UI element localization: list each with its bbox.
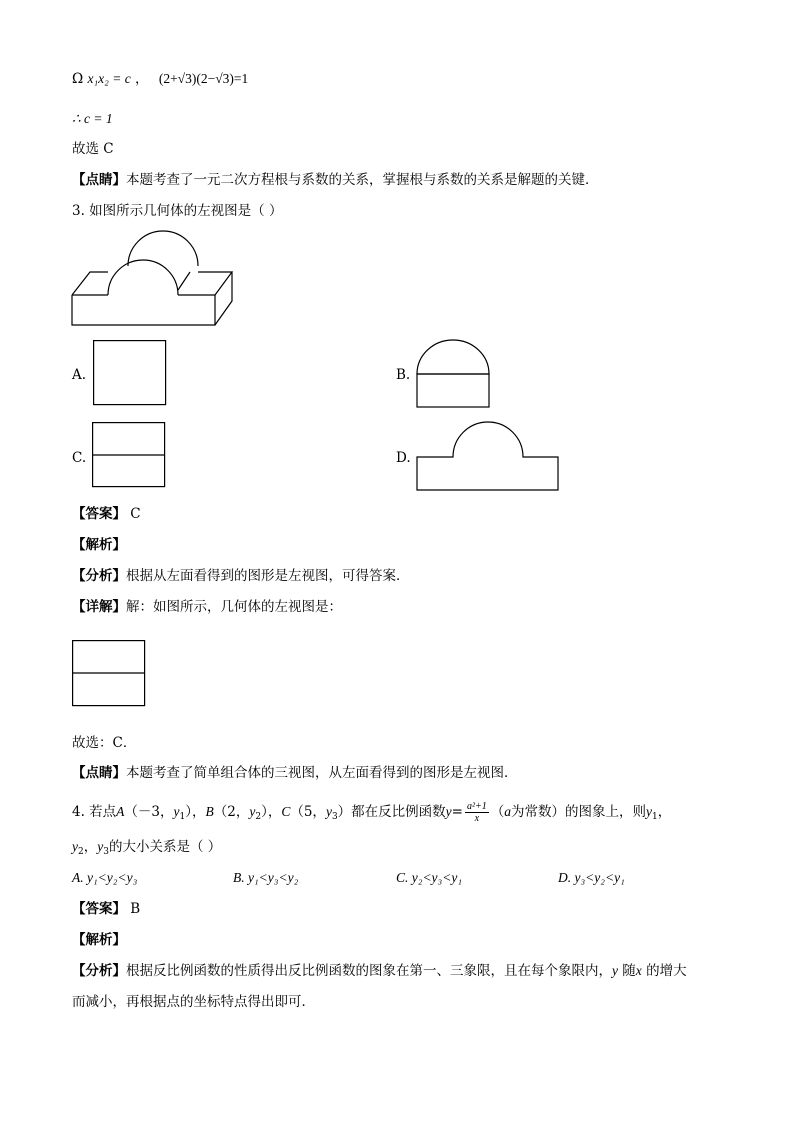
answer-line-2 (72, 900, 140, 918)
answer-value-2: B (130, 901, 141, 917)
option-d-label: D. (396, 450, 411, 466)
comma: ， (657, 804, 672, 820)
y-var: y (249, 804, 256, 819)
x-var: x (635, 963, 642, 978)
const-text: 为常数）的图象上，则 (510, 804, 646, 820)
choice-line-2: 故选：C． (72, 735, 137, 751)
answer-value: C (130, 506, 141, 522)
analysis-tag-2: 【分析】 (72, 963, 126, 979)
point-a-coord: （－3， (124, 804, 174, 820)
conclusion-line: ∴ c = 1 (72, 111, 113, 126)
analysis-line (72, 567, 410, 585)
option-a-square (93, 340, 167, 406)
sub: 3 (331, 812, 338, 822)
q4-option-d: D. y₃<y₂<y₁ (558, 870, 625, 885)
because-symbol: Ω (72, 71, 84, 87)
q4-option-a: A. y₁<y₂<y₃ (72, 870, 138, 885)
analysis-text-2c: 的增大 (641, 963, 687, 979)
point-b-coord: （2， (213, 804, 250, 820)
analysis-tag: 【分析】 (72, 568, 126, 584)
equals: = (451, 804, 463, 820)
question-4-stem (72, 801, 671, 828)
a-var: a (504, 804, 511, 819)
comment-tag-2: 【点睛】 (72, 765, 126, 781)
sub: 3 (103, 847, 109, 857)
comma: ， (83, 839, 98, 855)
point-c: C (281, 804, 291, 819)
analysis-text-2a: 根据反比例函数的性质得出反比例函数的图象在第一、三象限，且在每个象限内， (126, 963, 612, 979)
question-3-stem: 3. 如图所示几何体的左视图是（ ） (72, 203, 283, 219)
y-var: y (325, 804, 332, 819)
answer-line (72, 505, 141, 523)
product-expression: (2+√3)(2−√3)=1 (158, 71, 249, 86)
option-c-label: C. (72, 450, 87, 466)
solid-figure (70, 228, 240, 328)
equation-line-1 (72, 70, 248, 88)
point-b: B (205, 804, 214, 819)
answer-tag-2: 【答案】 (72, 901, 126, 917)
question-4-stem-2 (72, 838, 221, 861)
paren: （ (490, 804, 505, 820)
y-var: y (97, 839, 104, 854)
analysis-line-2 (72, 962, 687, 980)
sub: 1 (651, 812, 658, 822)
choice-line: 故选 C (72, 141, 114, 157)
q4-option-c: C. y₂<y₃<y₁ (396, 870, 463, 885)
y-var: y (72, 839, 78, 854)
close: ）都在反比例函数 (337, 804, 446, 820)
close: ）， (261, 804, 282, 820)
detail-line (72, 598, 342, 616)
func-y: y (445, 804, 452, 819)
answer-tag: 【答案】 (72, 506, 126, 522)
comment-text-2: 本题考查了简单组合体的三视图，从左面看得到的图形是左视图． (126, 765, 518, 781)
option-b-label: B. (396, 367, 411, 383)
option-d-figure (416, 420, 560, 492)
detail-text: 解：如图所示，几何体的左视图是： (126, 599, 342, 615)
analysis-text: 根据从左面看得到的图形是左视图，可得答案． (126, 568, 410, 584)
comment-line (72, 171, 599, 189)
option-b-figure (416, 338, 492, 410)
analysis-line-2-cont: 而减小，再根据点的坐标特点得出即可． (72, 994, 315, 1010)
product-of-roots: x₁x₂ = c (87, 71, 131, 86)
denominator: x (474, 813, 480, 824)
y-var: y (645, 804, 652, 819)
detail-tag: 【详解】 (72, 599, 126, 615)
close: ）， (185, 804, 206, 820)
point-c-coord: （5， (290, 804, 326, 820)
comment-line-2 (72, 764, 518, 782)
y-var: y (612, 963, 618, 978)
comment-tag: 【点睛】 (72, 172, 126, 188)
fraction (465, 801, 489, 824)
q4-ask: 的大小关系是（ ） (108, 839, 222, 855)
comment-text: 本题考查了一元二次方程根与系数的关系，掌握根与系数的关系是解题的关键． (126, 172, 599, 188)
numerator: a²+1 (466, 801, 487, 812)
option-a-label: A. (72, 367, 87, 383)
analysis-text-2b: 随 (618, 963, 636, 979)
q4-option-b: B. y₁<y₃<y₂ (233, 870, 299, 885)
sub: 2 (255, 812, 262, 822)
point-a: A (116, 804, 125, 819)
sub: 1 (179, 812, 186, 822)
q4-prefix: 4. 若点 (72, 804, 117, 820)
answer-figure (72, 640, 146, 708)
sub: 2 (78, 847, 84, 857)
separator: ， (135, 71, 149, 87)
analysis-heading: 【解析】 (72, 537, 126, 553)
option-c-figure (92, 422, 166, 488)
y-var: y (173, 804, 180, 819)
analysis-heading-2: 【解析】 (72, 932, 126, 948)
